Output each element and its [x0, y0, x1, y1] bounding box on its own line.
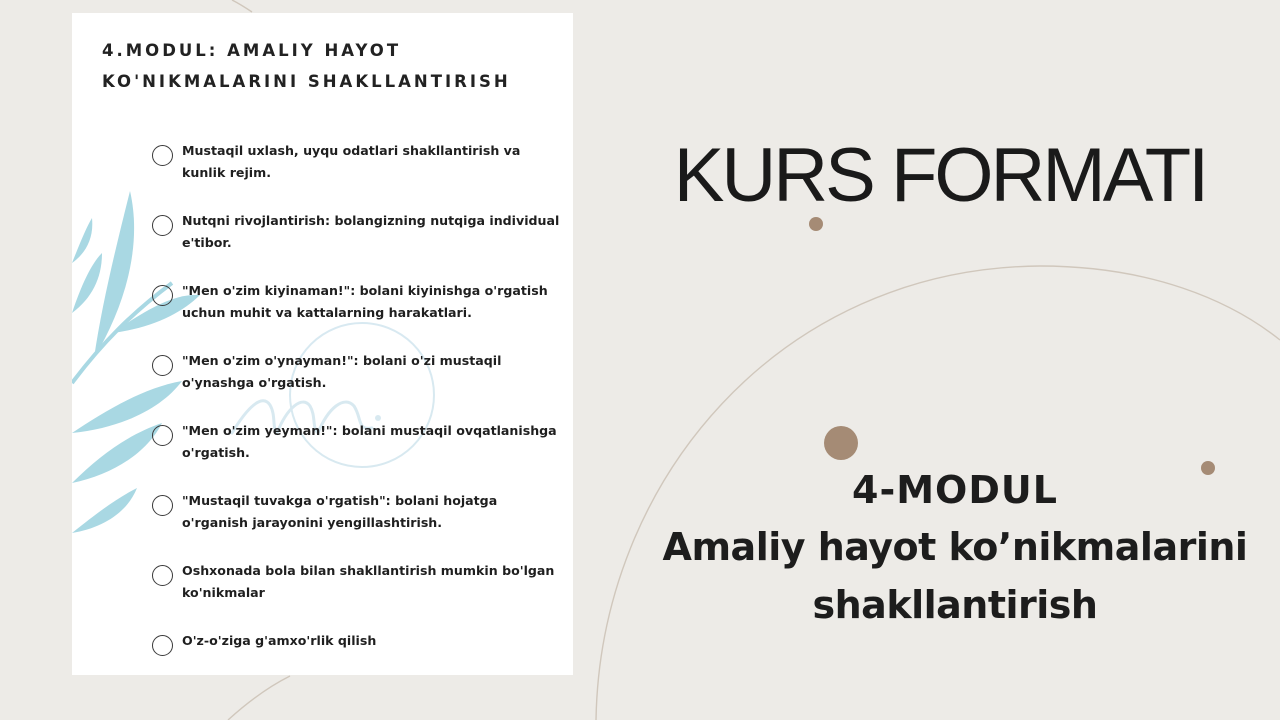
- accent-dot-large: [824, 426, 858, 460]
- checklist-item: [152, 630, 562, 675]
- checkbox-circle-icon: [152, 355, 173, 376]
- checklist-item: [152, 140, 562, 210]
- checklist-item-text: Nutqni rivojlantirish: bolangizning nutqiga individual e'tibor.: [182, 213, 560, 250]
- card-title-line-1: 4.MODUL: AMALIY HAYOT: [102, 41, 402, 60]
- checkbox-circle-icon: [152, 285, 173, 306]
- checklist-item: [152, 560, 562, 630]
- checkbox-circle-icon: [152, 565, 173, 586]
- module-subtitle: [630, 462, 1280, 634]
- checklist-item-text: O'z-o'ziga g'amxo'rlik qilish: [182, 633, 377, 648]
- background-arc-top-left: [232, 0, 252, 12]
- module-checklist-card: [72, 13, 573, 675]
- card-title: [102, 35, 511, 97]
- module-label: 4-MODUL: [852, 468, 1058, 512]
- slide-title: KURS FORMATI: [673, 133, 1207, 218]
- checkbox-circle-icon: [152, 635, 173, 656]
- checklist-item-text: "Men o'zim kiyinaman!": bolani kiyinishga o'rgatish uchun muhit va kattalarning harakatlari.: [182, 283, 548, 320]
- checklist-item: [152, 490, 562, 560]
- module-checklist: [152, 140, 562, 675]
- module-name: Amaliy hayot ko’nikmalarini shakllantirish: [662, 525, 1248, 627]
- checklist-item: [152, 420, 562, 490]
- checklist-item-text: "Mustaqil tuvakga o'rgatish": bolani hojatga o'rganish jarayonini yengillashtirish.: [182, 493, 498, 530]
- checklist-item-text: Oshxonada bola bilan shakllantirish mumkin bo'lgan ko'nikmalar: [182, 563, 555, 600]
- checkbox-circle-icon: [152, 495, 173, 516]
- checklist-item-text: "Men o'zim yeyman!": bolani mustaqil ovqatlanishga o'rgatish.: [182, 423, 557, 460]
- checkbox-circle-icon: [152, 425, 173, 446]
- checklist-item-text: "Men o'zim o'ynayman!": bolani o'zi mustaqil o'ynashga o'rgatish.: [182, 353, 502, 390]
- card-title-line-2: KO'NIKMALARINI SHAKLLANTIRISH: [102, 72, 511, 91]
- checkbox-circle-icon: [152, 215, 173, 236]
- checklist-item: [152, 280, 562, 350]
- checklist-item: [152, 210, 562, 280]
- checkbox-circle-icon: [152, 145, 173, 166]
- checklist-item-text: Mustaqil uxlash, uyqu odatlari shakllantirish va kunlik rejim.: [182, 143, 521, 180]
- background-arc-bottom-left: [228, 676, 290, 720]
- checklist-item: [152, 350, 562, 420]
